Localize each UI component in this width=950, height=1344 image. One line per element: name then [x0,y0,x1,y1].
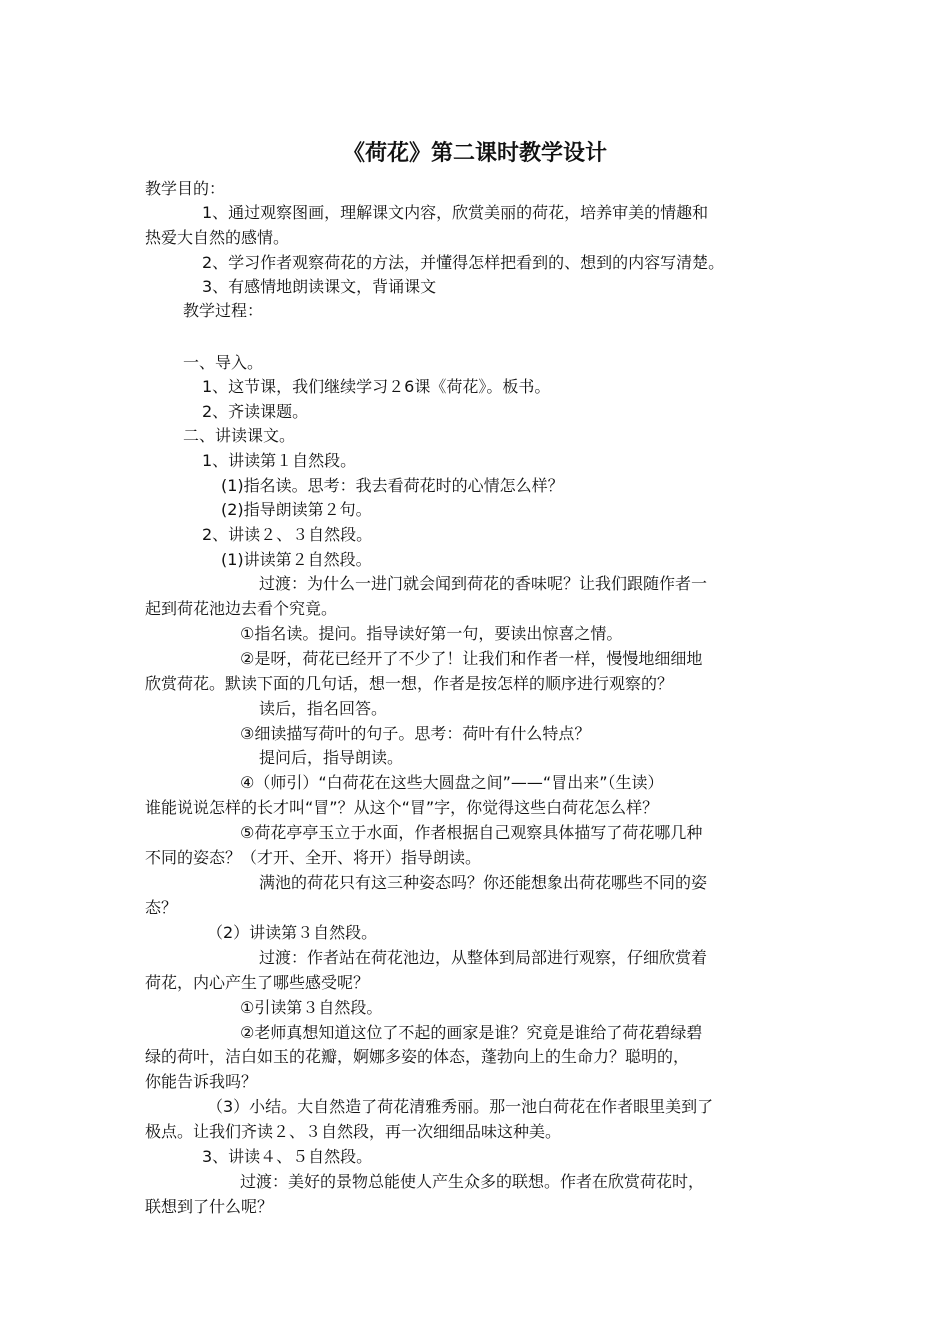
text-line: 欣赏荷花。默读下面的几句话，想一想，作者是按怎样的顺序进行观察的？ [145,674,674,693]
text-line: (2)指导朗读第２句。 [221,500,372,519]
text-line: (1)指名读。思考：我去看荷花时的心情怎么样？ [221,476,564,495]
text-line: 一、导入。 [183,353,264,372]
text-line: 你能告诉我吗？ [145,1072,258,1091]
text-line: 1、通过观察图画，理解课文内容，欣赏美丽的荷花，培养审美的情趣和 [202,203,709,222]
text-line: 不同的姿态？（才开、全开、将开）指导朗读。 [145,848,482,867]
text-line: 极点。让我们齐读２、３自然段，再一次细细品味这种美。 [145,1122,562,1141]
text-line: ⑤荷花亭亭玉立于水面，作者根据自己观察具体描写了荷花哪几种 [240,823,703,842]
text-line: ③细读描写荷叶的句子。思考：荷叶有什么特点？ [240,724,591,743]
text-line: 教学目的： [145,179,226,198]
text-line: 2、讲读２、３自然段。 [202,525,373,544]
text-line: 绿的荷叶，洁白如玉的花瓣，婀娜多姿的体态，蓬勃向上的生命力？聪明的， [145,1047,690,1066]
text-line: 过渡：作者站在荷花池边，从整体到局部进行观察，仔细欣赏着 [259,948,708,967]
text-line: 读后，指名回答。 [259,699,388,718]
text-line: 过渡：美好的景物总能使人产生众多的联想。作者在欣赏荷花时， [240,1172,705,1191]
text-line: 过渡：为什么一进门就会闻到荷花的香味呢？让我们跟随作者一 [259,574,708,593]
text-line: 二、讲读课文。 [183,426,296,445]
text-line: (1)讲读第２自然段。 [221,550,372,569]
text-line: 2、学习作者观察荷花的方法，并懂得怎样把看到的、想到的内容写清楚。 [202,253,725,272]
text-line: 1、讲读第１自然段。 [202,451,357,470]
text-line: 热爱大自然的感情。 [145,228,290,247]
text-line: 提问后，指导朗读。 [259,748,404,767]
text-line: 2、齐读课题。 [202,402,309,421]
text-line: （3）小结。大自然造了荷花清雅秀丽。那一池白荷花在作者眼里美到了 [207,1097,714,1116]
text-line: 谁能说说怎样的长才叫“冒”？从这个“冒”字，你觉得这些白荷花怎么样？ [145,798,659,817]
text-line: 荷花，内心产生了哪些感受呢？ [145,973,370,992]
text-line: ②老师真想知道这位了不起的画家是谁？究竟是谁给了荷花碧绿碧 [240,1023,703,1042]
text-line: 3、讲读４、５自然段。 [202,1147,373,1166]
text-line: 教学过程： [183,301,264,320]
text-line: ④（师引）“白荷花在这些大圆盘之间”——“冒出来”（生读） [240,773,664,792]
text-line: ②是呀，荷花已经开了不少了！让我们和作者一样，慢慢地细细地 [240,649,703,668]
text-line: 满池的荷花只有这三种姿态吗？你还能想象出荷花哪些不同的姿 [259,873,708,892]
text-line: 联想到了什么呢？ [145,1197,274,1216]
text-line: ①引读第３自然段。 [240,998,383,1017]
text-line: ①指名读。提问。指导读好第一句，要读出惊喜之情。 [240,624,623,643]
text-line: 1、这节课，我们继续学习２6课《荷花》。板书。 [202,377,551,396]
text-line: 3、有感情地朗读课文，背诵课文 [202,277,437,296]
document-title: 《荷花》第二课时教学设计 [342,141,607,166]
text-line: （2）讲读第３自然段。 [207,923,378,942]
text-line: 起到荷花池边去看个究竟。 [145,599,338,618]
text-line: 态？ [145,898,178,917]
